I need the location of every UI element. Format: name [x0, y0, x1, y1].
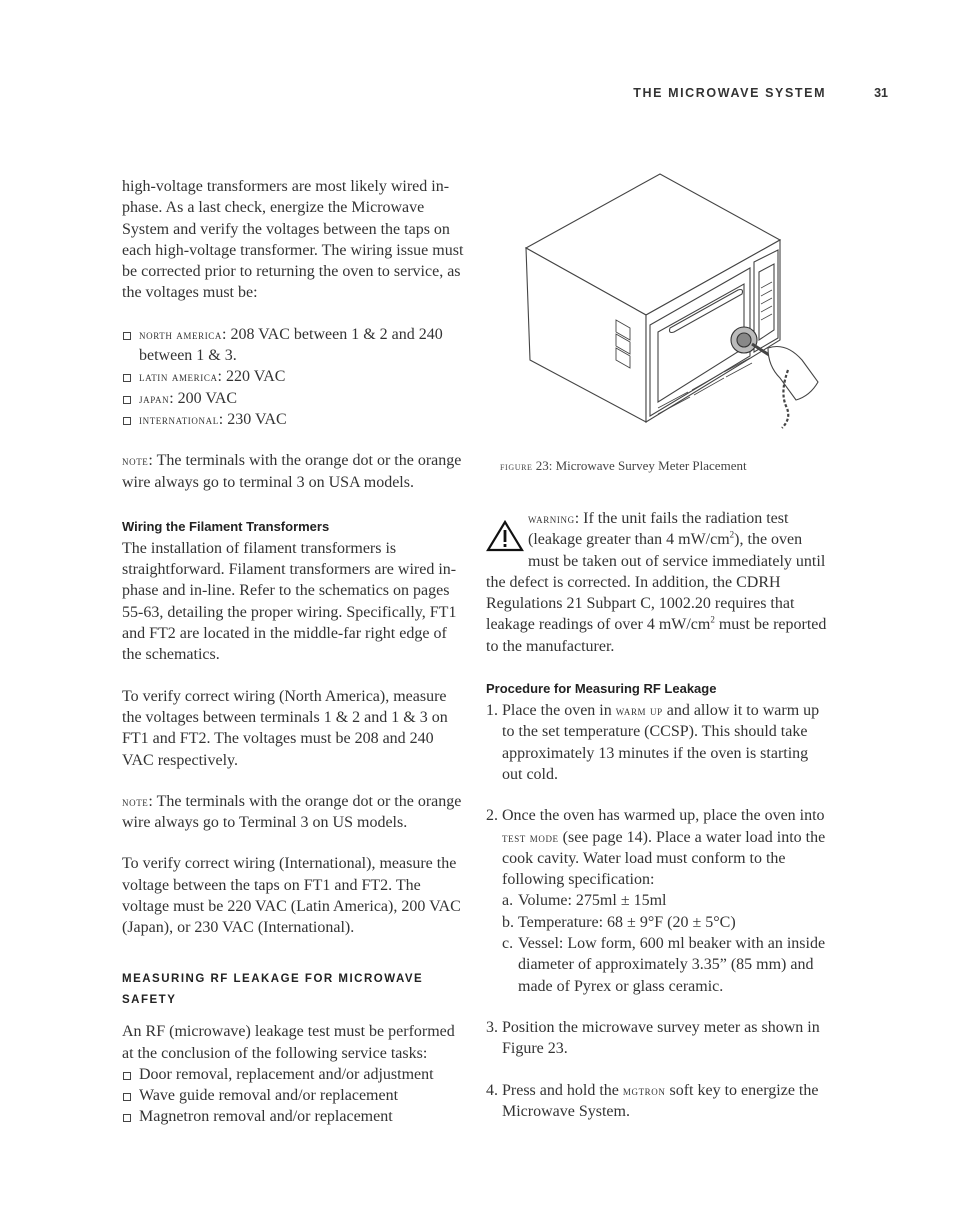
warning-paragraph: warning: If the unit fails the radiation test (leakage greater than 4 $mW/cm^2$), the oven must be taken out of service immediately until the defect is corrected. In addition, the CDRH Regulations 21 Subpart C, 1002.20 requires that leakage readings of over 4 $mW/cm^2$ must be reported to the manufacturer. — [486, 510, 827, 655]
warning-triangle-icon — [486, 520, 524, 552]
note-usa: note: The terminals with the orange dot or the orange wire always go to terminal 3 on USA models. — [122, 452, 462, 491]
procedure-step: 4. Press and hold the mgtron soft key to energize the Microwave System. — [486, 1081, 819, 1120]
filament-paragraph: The installation of filament transformers is straightforward. Filament transformers are wired in-phase and in-line. Refer to the schematics on pages 55-63, detailing the proper wiring. Specifically, FT1 and FT2 are located in the middle-far right edge of the schematics. — [122, 539, 457, 664]
rf-task-list — [122, 1064, 467, 1128]
verify-na-paragraph: To verify correct wiring (North America), measure the voltages between terminals 1 & 2 and 1 & 3 on FT1 and FT2. The voltages must be 208 and 240 VAC respectively. — [122, 687, 448, 769]
rf-task-item: Magnetron removal and/or replacement — [122, 1106, 467, 1127]
rf-paragraph: An RF (microwave) leakage test must be performed at the conclusion of the following service tasks: — [122, 1023, 455, 1062]
spec-item: b. Temperature: 68 ± 9°F (20 ± 5°C) — [502, 913, 736, 931]
spec-item: a. Volume: 275ml ± 15ml — [502, 892, 667, 910]
note-us: note: The terminals with the orange dot or the orange wire always go to Terminal 3 on US models. — [122, 792, 462, 832]
procedure-steps — [486, 700, 831, 1122]
voltage-item: latin america: 220 VAC — [122, 366, 467, 387]
rf-heading: MEASURING RF LEAKAGE FOR MICROWAVE SAFETY — [122, 972, 424, 1006]
warning-label: warning — [528, 511, 575, 526]
left-column — [122, 176, 467, 1148]
water-load-spec-list — [502, 890, 831, 996]
procedure-step: 1. Place the oven in warm up and allow it to warm up to the set temperature (CCSP). This should take approximately 13 minutes if the oven is starting out cold. — [486, 702, 820, 783]
figure-caption: figure 23: Microwave Survey Meter Placement — [500, 458, 747, 473]
procedure-heading: Procedure for Measuring RF Leakage — [486, 681, 717, 697]
spec-item: c. Vessel: Low form, 600 ml beaker with an inside diameter of approximately 3.35” (85 mm) and made of Pyrex or glass ceramic. — [502, 935, 826, 995]
voltage-item: international: 230 VAC — [122, 409, 467, 430]
verify-intl-paragraph: To verify correct wiring (International), measure the voltage between the taps on FT1 and FT2. The voltage must be 220 VAC (Latin America), 200 VAC (Japan), or 230 VAC (International). — [122, 855, 461, 937]
voltage-item: japan: 200 VAC — [122, 388, 467, 409]
oven-survey-meter-illustration — [518, 170, 828, 432]
rf-task-item: Door removal, replacement and/or adjustment — [122, 1064, 467, 1085]
voltage-list — [122, 324, 467, 430]
intro-paragraph: high-voltage transformers are most likely wired in-phase. As a last check, energize the Microwave System and verify the voltages between the taps on each high-voltage transformer. The wiring issue must be corrected prior to returning the oven to service, as the voltages must be: — [122, 178, 464, 302]
header-title: THE MICROWAVE SYSTEM — [633, 86, 827, 100]
page-number: 31 — [874, 86, 888, 100]
procedure-step: 3. Position the microwave survey meter as shown in Figure 23. — [486, 1018, 820, 1058]
voltage-item: north america: 208 VAC between 1 & 2 and 240 between 1 & 3. — [122, 324, 467, 367]
filament-heading: Wiring the Filament Transformers — [122, 518, 330, 534]
procedure-step: 2. Once the oven has warmed up, place the oven into test mode (see page 14). Place a water load into the cook cavity. Water load must conform to the following specification: a. Volume: 275ml ± 15ml b. Temperature: 68 ± 9°F (20 ± 5°C) c. Vessel: Low form, 600 ml beaker with an inside diameter of approximately 3.35” (85 mm) and made of Pyrex or glass ceramic. — [486, 805, 831, 997]
rf-task-item: Wave guide removal and/or replacement — [122, 1085, 467, 1106]
running-header — [633, 86, 888, 100]
right-column — [486, 508, 831, 1142]
